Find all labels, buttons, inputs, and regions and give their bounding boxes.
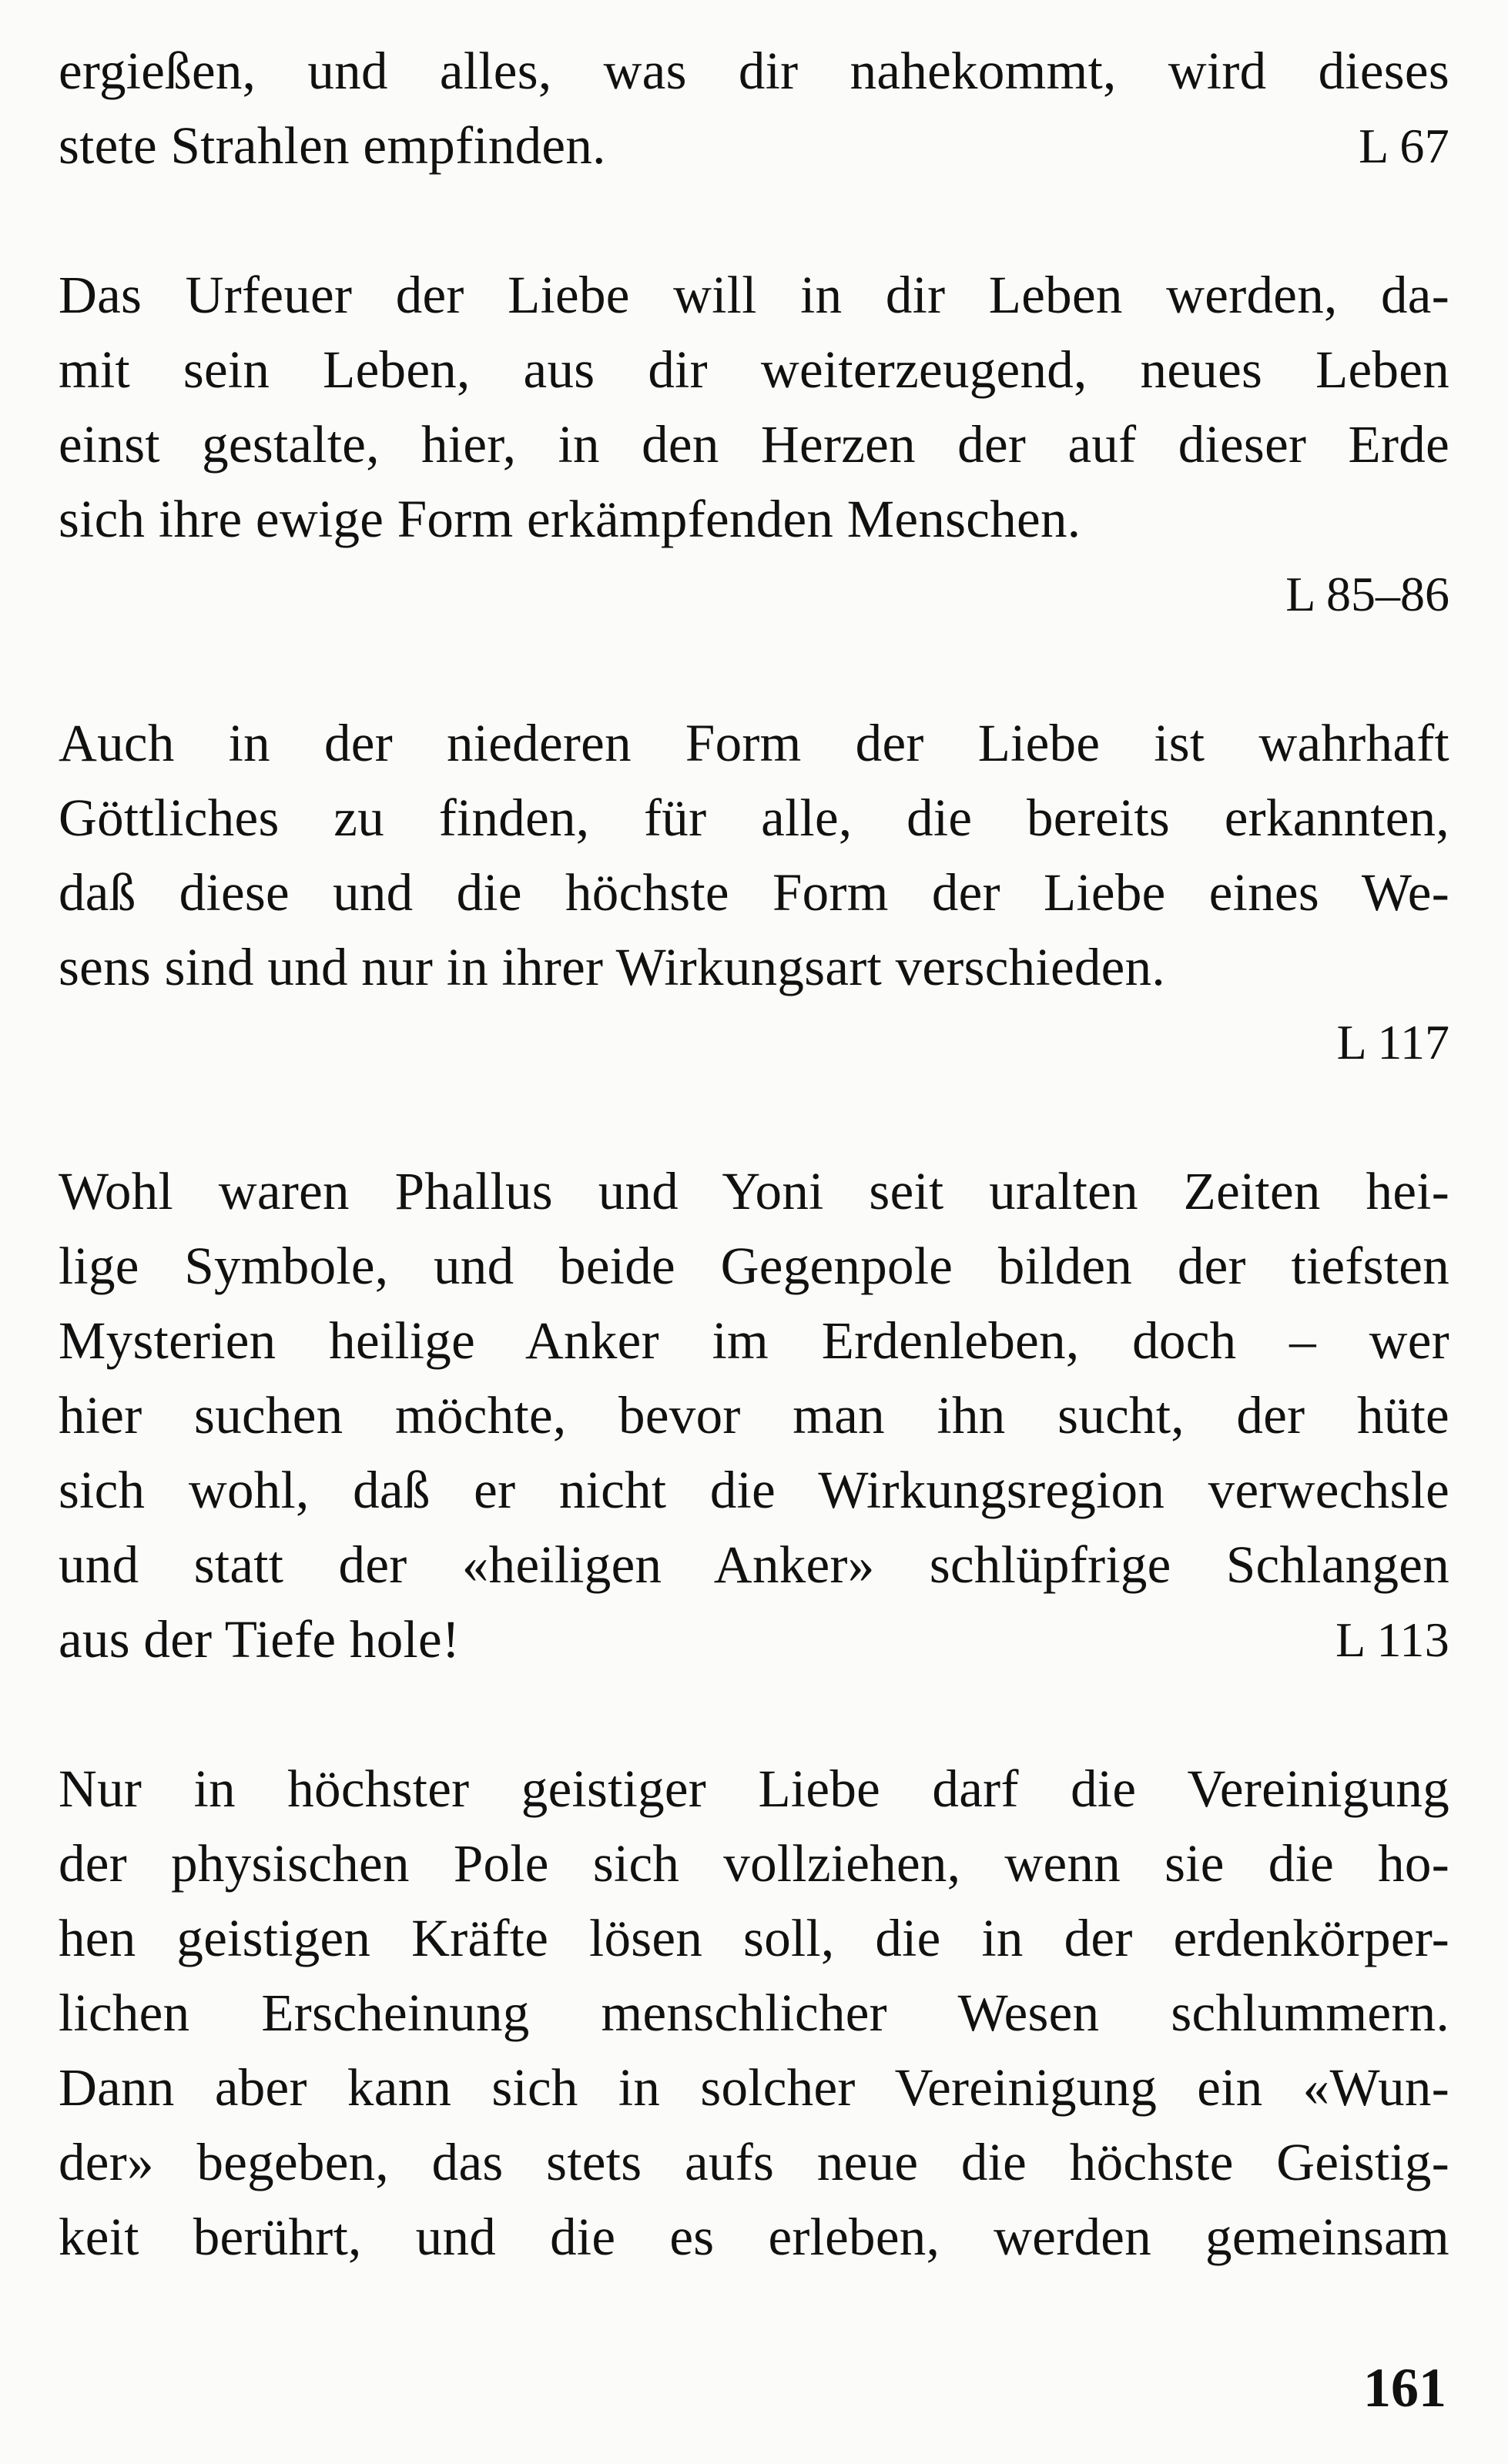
line: lichen Erscheinung menschlicher Wesen schlummern. [59, 1984, 1449, 2042]
paragraph-2 [59, 258, 1449, 557]
line: sens sind und nur in ihrer Wirkungsart verschieden. [59, 938, 1165, 996]
reference: L 85–86 [1285, 567, 1449, 621]
line: Das Urfeuer der Liebe will in dir Leben werden, da- [59, 266, 1449, 324]
line: keit berührt, und die es erleben, werden gemeinsam [59, 2208, 1449, 2266]
page-number: 161 [1363, 2357, 1446, 2419]
line: hier suchen möchte, bevor man ihn sucht, der hüte [59, 1386, 1449, 1445]
paragraph-1 [59, 34, 1449, 183]
paragraph-gap [59, 183, 1449, 258]
line: und statt der «heiligen Anker» schlüpfrige Schlangen [59, 1535, 1449, 1594]
line: einst gestalte, hier, in den Herzen der auf dieser Erde [59, 415, 1449, 474]
line: der physischen Pole sich vollziehen, wenn sie die ho- [59, 1834, 1449, 1893]
reference: L 117 [1336, 1015, 1449, 1070]
line: mit sein Leben, aus dir weiterzeugend, neues Leben [59, 340, 1449, 399]
paragraph-gap [59, 1080, 1449, 1154]
paragraph-gap [59, 1677, 1449, 1752]
line: Dann aber kann sich in solcher Vereinigung ein «Wun- [59, 2058, 1449, 2117]
line-with-ref [59, 109, 1449, 183]
reference: L 67 [1359, 119, 1449, 173]
paragraph-gap [59, 631, 1449, 706]
reference: L 113 [1335, 1612, 1449, 1667]
line: Göttliches zu finden, für alle, die bereits erkannten, [59, 788, 1449, 847]
line: Mysterien heilige Anker im Erdenleben, doch – wer [59, 1311, 1449, 1370]
line: Wohl waren Phallus und Yoni seit uralten Zeiten hei- [59, 1162, 1449, 1220]
line: hen geistigen Kräfte lösen soll, die in der erdenkörper- [59, 1909, 1449, 1967]
line: der» begeben, das stets aufs neue die höchste Geistig- [59, 2133, 1449, 2191]
line: sich ihre ewige Form erkämpfenden Menschen. [59, 490, 1081, 548]
paragraph-4 [59, 1154, 1449, 1677]
line: aus der Tiefe hole! [59, 1610, 461, 1669]
line: lige Symbole, und beide Gegenpole bilden der tiefsten [59, 1237, 1449, 1295]
line: sich wohl, daß er nicht die Wirkungsregion verwechsle [59, 1461, 1449, 1519]
line-with-ref [59, 1602, 1449, 1677]
line: Nur in höchster geistiger Liebe darf die Vereinigung [59, 1759, 1449, 1818]
paragraph-5 [59, 1752, 1449, 2275]
line: stete Strahlen empfinden. [59, 116, 606, 175]
line: Auch in der niederen Form der Liebe ist wahrhaft [59, 714, 1449, 772]
line: daß diese und die höchste Form der Liebe eines We- [59, 863, 1449, 922]
line: ergießen, und alles, was dir nahekommt, wird dieses [59, 42, 1449, 100]
paragraph-3 [59, 706, 1449, 1005]
